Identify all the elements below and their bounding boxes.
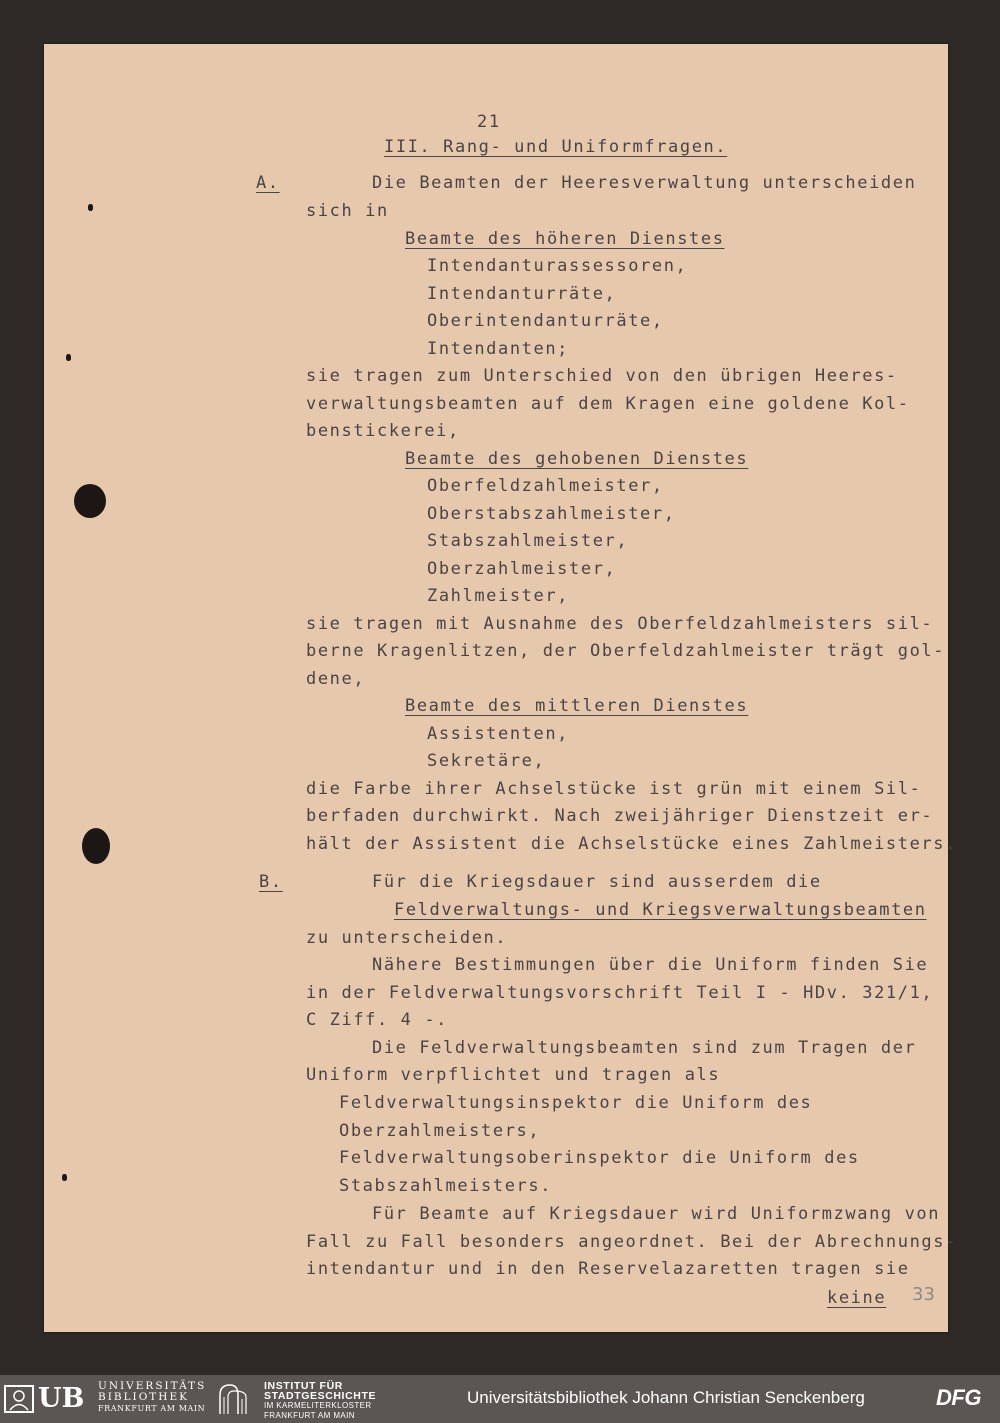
speck: [88, 204, 93, 211]
para3-item: Stabszahlmeisters.: [339, 1176, 553, 1196]
para3-line: Uniform verpflichtet und tragen als: [306, 1065, 721, 1085]
group1-note-line: benstickerei,: [306, 421, 460, 441]
group3-note-line: berfaden durchwirkt. Nach zweijähriger Dienstzeit er-: [306, 806, 934, 826]
group3-note-line: die Farbe ihrer Achselstücke ist grün mit einem Sil-: [306, 779, 922, 799]
page-number: 21: [477, 112, 501, 132]
speck: [66, 354, 71, 361]
group1-item: Oberintendanturräte,: [427, 311, 664, 331]
ub-logo-line: FRANKFURT AM MAIN: [98, 1404, 206, 1413]
ub-logo-icon: [4, 1385, 34, 1413]
ub-logo-line: UNIVERSITÄTS: [98, 1380, 207, 1392]
punch-hole-lower: [82, 828, 110, 864]
punch-hole-upper: [74, 484, 106, 518]
ub-logo-text: [98, 1381, 206, 1414]
isg-logo-icon: [216, 1383, 256, 1415]
isg-logo-text: [264, 1381, 376, 1421]
section-b-line: Für die Kriegsdauer sind ausserdem die: [372, 872, 822, 892]
section-a-intro-line: Die Beamten der Heeresverwaltung unterscheiden: [372, 173, 917, 193]
para3-item: Feldverwaltungsoberinspektor die Uniform des: [339, 1148, 860, 1168]
isg-logo-line: IM KARMELITERKLOSTER: [264, 1401, 372, 1410]
section-a-marker: A.: [256, 173, 280, 193]
page-heading: III. Rang- und Uniformfragen.: [384, 137, 728, 157]
group-title-gehobener-dienst: Beamte des gehobenen Dienstes: [405, 449, 749, 469]
pencil-annotation: 33: [912, 1284, 935, 1305]
group2-item: Oberzahlmeister,: [427, 559, 617, 579]
para3-item: Feldverwaltungsinspektor die Uniform des: [339, 1093, 813, 1113]
group2-note-line: berne Kragenlitzen, der Oberfeldzahlmeister trägt gol-: [306, 641, 946, 661]
section-a-intro-line: sich in: [306, 201, 389, 221]
para4-line: Für Beamte auf Kriegsdauer wird Uniformzwang von: [372, 1204, 941, 1224]
group1-item: Intendanturassessoren,: [427, 256, 688, 276]
group-title-hoeherer-dienst: Beamte des höheren Dienstes: [405, 229, 725, 249]
para4-line: intendantur und in den Reservelazaretten tragen sie: [306, 1259, 910, 1279]
isg-logo-line: STADTGESCHICHTE: [264, 1390, 377, 1402]
group2-item: Oberfeldzahlmeister,: [427, 476, 664, 496]
section-b-line: zu unterscheiden.: [306, 928, 508, 948]
para2-line: Nähere Bestimmungen über die Uniform finden Sie: [372, 955, 929, 975]
isg-logo-line: INSTITUT FÜR: [264, 1380, 343, 1392]
speck: [62, 1174, 67, 1181]
para3-item: Oberzahlmeisters,: [339, 1121, 541, 1141]
group2-item: Stabszahlmeister,: [427, 531, 629, 551]
para3-line: Die Feldverwaltungsbeamten sind zum Tragen der: [372, 1038, 917, 1058]
ub-logo-letters: UB: [38, 1383, 85, 1414]
group3-item: Sekretäre,: [427, 751, 546, 771]
group1-item: Intendanten;: [427, 339, 570, 359]
group2-note-line: sie tragen mit Ausnahme des Oberfeldzahlmeisters sil-: [306, 614, 934, 634]
catchword: keine: [827, 1288, 887, 1308]
document-page: [44, 44, 957, 1332]
footer-title: Universitätsbibliothek Johann Christian Senckenberg: [467, 1388, 865, 1407]
group2-item: Zahlmeister,: [427, 586, 570, 606]
group2-note-line: dene,: [306, 669, 366, 689]
group3-item: Assistenten,: [427, 724, 570, 744]
para2-line: in der Feldverwaltungsvorschrift Teil I - HDv. 321/1,: [306, 983, 934, 1003]
para2-line: C Ziff. 4 -.: [306, 1010, 449, 1030]
section-b-underlined-term: Feldverwaltungs- und Kriegsverwaltungsbeamten: [394, 900, 927, 920]
footer-bar: [0, 1375, 1000, 1423]
group-title-mittlerer-dienst: Beamte des mittleren Dienstes: [405, 696, 749, 716]
para4-line: Fall zu Fall besonders angeordnet. Bei der Abrechnungs-: [306, 1232, 957, 1252]
group1-note-line: sie tragen zum Unterschied von den übrigen Heeres-: [306, 366, 898, 386]
isg-logo-line: FRANKFURT AM MAIN: [264, 1411, 355, 1420]
group2-item: Oberstabszahlmeister,: [427, 504, 676, 524]
group1-item: Intendanturräte,: [427, 284, 617, 304]
dfg-logo: DFG: [936, 1385, 981, 1410]
group1-note-line: verwaltungsbeamten auf dem Kragen eine goldene Kol-: [306, 394, 910, 414]
ub-logo-line: BIBLIOTHEK: [98, 1391, 189, 1403]
group3-note-line: hält der Assistent die Achselstücke eines Zahlmeisters.: [306, 834, 957, 854]
section-b-marker: B.: [259, 872, 283, 892]
